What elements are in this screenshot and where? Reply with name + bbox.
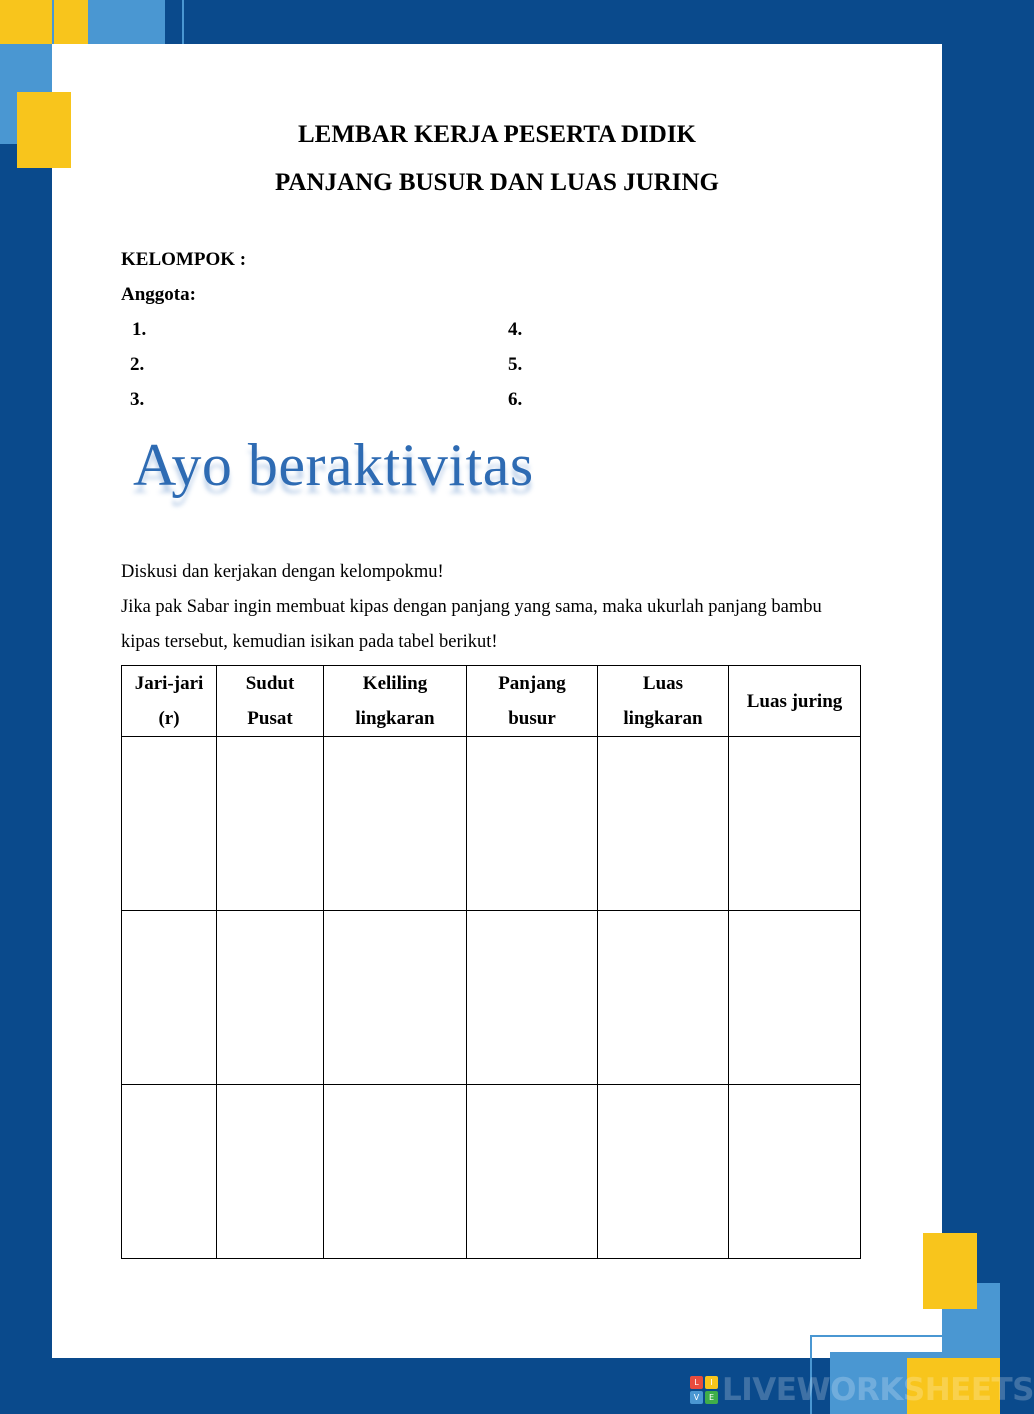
logo-letter: V xyxy=(690,1391,703,1404)
liveworksheets-logo xyxy=(690,1374,1034,1406)
answer-cell[interactable] xyxy=(467,1085,598,1259)
table-row xyxy=(122,1085,861,1259)
answer-cell[interactable] xyxy=(467,911,598,1085)
page-subtitle: PANJANG BUSUR DAN LUAS JURING xyxy=(274,169,719,196)
logo-letter: L xyxy=(690,1376,703,1389)
header-keliling-lingkaran: Keliling lingkaran xyxy=(324,666,467,737)
answer-cell[interactable] xyxy=(324,911,467,1085)
table-row xyxy=(122,911,861,1085)
answer-cell[interactable] xyxy=(122,1085,217,1259)
logo-letter: I xyxy=(705,1376,718,1389)
corner-yellow-side-bottom xyxy=(923,1233,977,1309)
answer-cell[interactable] xyxy=(122,737,217,911)
kelompok-label: KELOMPOK : xyxy=(121,249,247,270)
answer-cell[interactable] xyxy=(467,737,598,911)
member-5: 5. xyxy=(508,354,523,375)
member-3: 3. xyxy=(130,389,145,410)
anggota-label: Anggota: xyxy=(121,284,196,305)
header-panjang-busur: Panjang busur xyxy=(467,666,598,737)
header-luas-juring: Luas juring xyxy=(729,666,861,737)
answer-cell[interactable] xyxy=(729,911,861,1085)
task-text-line-1: Jika pak Sabar ingin membuat kipas dengan panjang yang sama, maka ukurlah panjang bambu xyxy=(121,597,822,617)
answer-cell[interactable] xyxy=(324,1085,467,1259)
table-row xyxy=(122,737,861,911)
header-sudut-pusat: Sudut Pusat xyxy=(217,666,324,737)
answer-cell[interactable] xyxy=(598,737,729,911)
answer-cell[interactable] xyxy=(217,737,324,911)
answer-cell[interactable] xyxy=(729,737,861,911)
activity-banner: Ayo beraktivitas xyxy=(133,432,534,498)
answer-cell[interactable] xyxy=(598,1085,729,1259)
logo-letter: E xyxy=(705,1391,718,1404)
instruction-text: Diskusi dan kerjakan dengan kelompokmu! xyxy=(121,562,444,582)
liveworksheets-logo-icon xyxy=(690,1376,718,1404)
worksheet-table xyxy=(121,665,861,1259)
member-4: 4. xyxy=(508,319,523,340)
answer-cell[interactable] xyxy=(217,911,324,1085)
answer-cell[interactable] xyxy=(122,911,217,1085)
answer-cell[interactable] xyxy=(324,737,467,911)
answer-cell[interactable] xyxy=(217,1085,324,1259)
answer-cell[interactable] xyxy=(598,911,729,1085)
task-text-line-2: kipas tersebut, kemudian isikan pada tabel berikut! xyxy=(121,632,498,652)
answer-cell[interactable] xyxy=(729,1085,861,1259)
member-2: 2. xyxy=(130,354,145,375)
member-6: 6. xyxy=(508,389,523,410)
table-header-row xyxy=(122,666,861,737)
member-1: 1. xyxy=(132,319,147,340)
header-jari-jari: Jari-jari (r) xyxy=(122,666,217,737)
liveworksheets-watermark: LIVEWORKSHEETS xyxy=(722,1372,1034,1408)
page-title: LEMBAR KERJA PESERTA DIDIK xyxy=(297,121,697,148)
header-luas-lingkaran: Luas lingkaran xyxy=(598,666,729,737)
